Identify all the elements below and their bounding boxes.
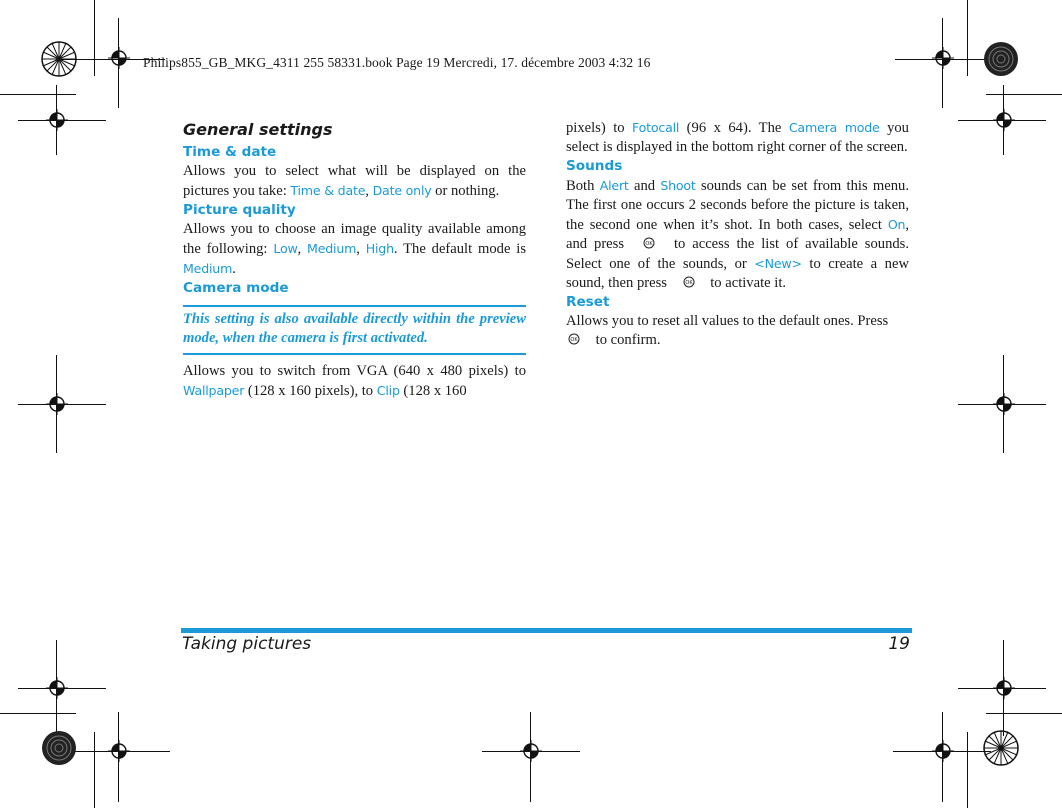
color-wheel-icon <box>982 729 1020 767</box>
text: to create a new sound, then press <box>566 256 909 291</box>
registration-line <box>530 712 531 802</box>
text: Allows you to select what will be displayed on the pictures you take: <box>183 163 526 199</box>
registration-line <box>958 404 1046 405</box>
registration-line <box>942 712 943 802</box>
registration-line <box>56 355 57 453</box>
right-column <box>566 118 909 350</box>
note-box: This setting is also available directly within the preview mode, when the camera is first activated. <box>183 305 526 355</box>
paragraph-camera-mode <box>183 362 526 401</box>
left-column <box>183 118 526 401</box>
registration-line <box>482 751 580 752</box>
crop-mark <box>986 713 1062 714</box>
footer-chapter-title: Taking pictures <box>182 634 312 654</box>
color-wheel-icon <box>982 40 1020 78</box>
heading-reset: Reset <box>566 294 610 310</box>
text: and <box>628 178 661 194</box>
option-wallpaper: Wallpaper <box>183 383 245 398</box>
text: Allows you to reset all values to the default ones. Press <box>566 313 889 329</box>
text: you select is displayed in the bottom right corner of the screen. <box>566 120 909 155</box>
text: to activate it. <box>706 275 787 291</box>
paragraph-camera-mode-cont <box>566 118 909 157</box>
crop-mark <box>967 732 968 808</box>
option-medium: Medium <box>307 241 357 256</box>
crop-mark <box>94 0 95 76</box>
text: Allows you to choose an image quality available among the following: <box>183 221 526 257</box>
registration-line <box>942 18 943 108</box>
registration-line <box>1003 640 1004 736</box>
crop-mark <box>986 94 1062 95</box>
text: , <box>297 241 308 257</box>
ok-key-icon <box>568 333 580 345</box>
keyword-shoot: Shoot <box>660 178 696 193</box>
registration-line <box>18 688 106 689</box>
paragraph-reset <box>566 312 909 350</box>
option-low: Low <box>273 241 298 256</box>
text: to access the list of available sounds. Select one of the sounds, or <box>566 236 909 272</box>
text: . The default mode is <box>393 241 527 257</box>
keyword-new: <New> <box>754 256 802 271</box>
text: (128 x 160 pixels), to <box>244 383 377 399</box>
keyword-camera-mode: Camera mode <box>788 120 880 135</box>
crop-mark <box>0 94 76 95</box>
option-time-date: Time & date <box>290 183 366 198</box>
paragraph-time-date <box>183 162 526 201</box>
heading-time-date: Time & date <box>183 144 277 160</box>
registration-mark-icon <box>108 47 130 69</box>
keyword-alert: Alert <box>599 178 629 193</box>
text: Both <box>566 178 600 194</box>
registration-line <box>72 751 170 752</box>
registration-line <box>56 640 57 736</box>
registration-line <box>18 120 106 121</box>
heading-picture-quality: Picture quality <box>183 202 296 218</box>
text: to confirm. <box>592 332 661 348</box>
color-wheel-icon <box>40 40 78 78</box>
registration-line <box>1003 355 1004 453</box>
section-title: General settings <box>183 120 333 139</box>
svg-text:OK: OK <box>645 240 653 247</box>
color-wheel-icon <box>40 729 78 767</box>
registration-line <box>118 18 119 108</box>
keyword-on: On <box>887 217 906 232</box>
crop-mark <box>94 732 95 808</box>
text: (96 x 64). The <box>679 120 789 136</box>
page-number: 19 <box>888 634 910 654</box>
footer-rule <box>181 628 912 633</box>
default-mode: Medium <box>183 261 233 276</box>
paragraph-sounds <box>566 176 909 293</box>
option-date-only: Date only <box>372 183 432 198</box>
crop-mark <box>0 713 76 714</box>
registration-line <box>18 404 106 405</box>
registration-line <box>56 85 57 155</box>
svg-text:OK: OK <box>570 336 578 343</box>
print-header: Philips855_GB_MKG_4311 255 58331.book Page 19 Mercredi, 17. décembre 2003 4:32 16 <box>143 55 651 70</box>
option-high: High <box>365 241 394 256</box>
registration-line <box>118 712 119 802</box>
registration-line <box>958 120 1046 121</box>
crop-mark <box>967 0 968 76</box>
text: , <box>365 183 373 199</box>
text: , <box>356 241 366 257</box>
registration-line <box>1003 85 1004 155</box>
ok-key-icon <box>683 276 695 288</box>
paragraph-picture-quality <box>183 220 526 279</box>
text: pixels) to <box>566 120 633 136</box>
registration-line <box>958 688 1046 689</box>
text: . <box>232 261 236 277</box>
text: , and press <box>566 217 909 252</box>
svg-text:OK: OK <box>684 279 693 286</box>
text: (128 x 160 <box>399 383 467 399</box>
text: Allows you to switch from VGA (640 x 480 pixels) to <box>183 363 526 379</box>
heading-camera-mode: Camera mode <box>183 280 289 296</box>
registration-mark-icon <box>932 47 954 69</box>
option-fotocall: Fotocall <box>632 120 680 135</box>
option-clip: Clip <box>376 383 400 398</box>
heading-sounds: Sounds <box>566 158 623 174</box>
ok-key-icon <box>643 237 655 249</box>
text: or nothing. <box>431 183 500 199</box>
text: sounds can be set from this menu. The first one occurs 2 seconds before the picture is taken, the second one when it’s shot. In both cases, select <box>566 178 909 233</box>
